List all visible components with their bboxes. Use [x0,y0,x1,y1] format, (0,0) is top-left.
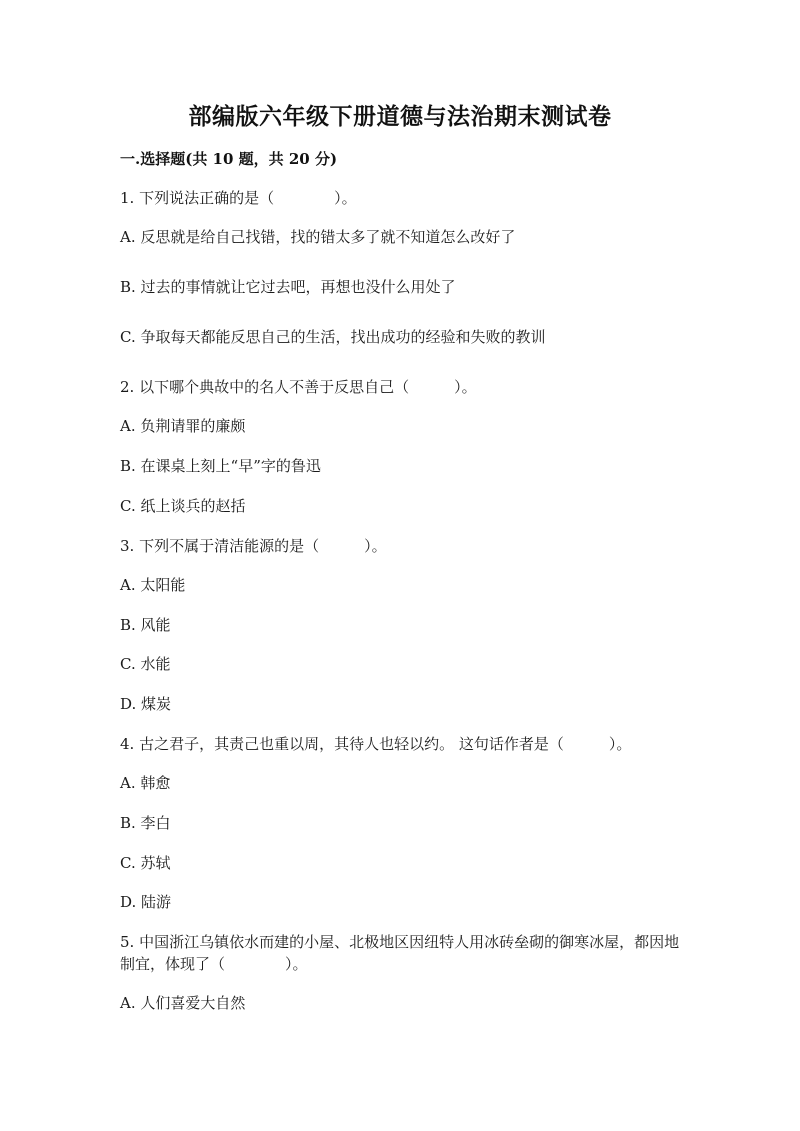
question-1-option-c: C. 争取每天都能反思自己的生活，找出成功的经验和失败的教训 [120,328,546,346]
question-3-option-c: C. 水能 [120,655,171,673]
question-5-option-a: A. 人们喜爱大自然 [120,994,246,1012]
question-4-option-b: B. 李白 [120,814,171,832]
question-3-stem: 3. 下列不属于清洁能源的是（ ）。 [120,537,387,555]
question-5-stem: 5. 中国浙江乌镇依水而建的小屋、北极地区因纽特人用冰砖垒砌的御寒冰屋，都因地制宜，体现了（ ）。 [120,933,680,973]
question-2-option-a: A. 负荆请罪的廉颇 [120,417,246,435]
question-4-option-c: C. 苏轼 [120,854,171,872]
question-2-option-c: C. 纸上谈兵的赵括 [120,497,246,515]
question-3-option-b: B. 风能 [120,616,171,634]
section-heading: 一.选择题(共 10 题，共 20 分) [120,150,338,168]
question-2-stem: 2. 以下哪个典故中的名人不善于反思自己（ ）。 [120,378,477,396]
question-3-option-a: A. 太阳能 [120,576,186,594]
question-4-option-a: A. 韩愈 [120,774,171,792]
question-2-option-b: B. 在课桌上刻上“早”字的鲁迅 [120,457,321,475]
question-3-option-d: D. 煤炭 [120,695,172,713]
question-1-option-a: A. 反思就是给自己找错，找的错太多了就不知道怎么改好了 [120,228,516,246]
question-4-option-d: D. 陆游 [120,893,172,911]
question-4-stem: 4. 古之君子，其责己也重以周，其待人也轻以约。 这句话作者是（ ）。 [120,735,632,753]
question-1-stem: 1. 下列说法正确的是（ ）。 [120,189,357,207]
page-title: 部编版六年级下册道德与法治期末测试卷 [188,103,612,130]
question-1-option-b: B. 过去的事情就让它过去吧，再想也没什么用处了 [120,278,456,296]
